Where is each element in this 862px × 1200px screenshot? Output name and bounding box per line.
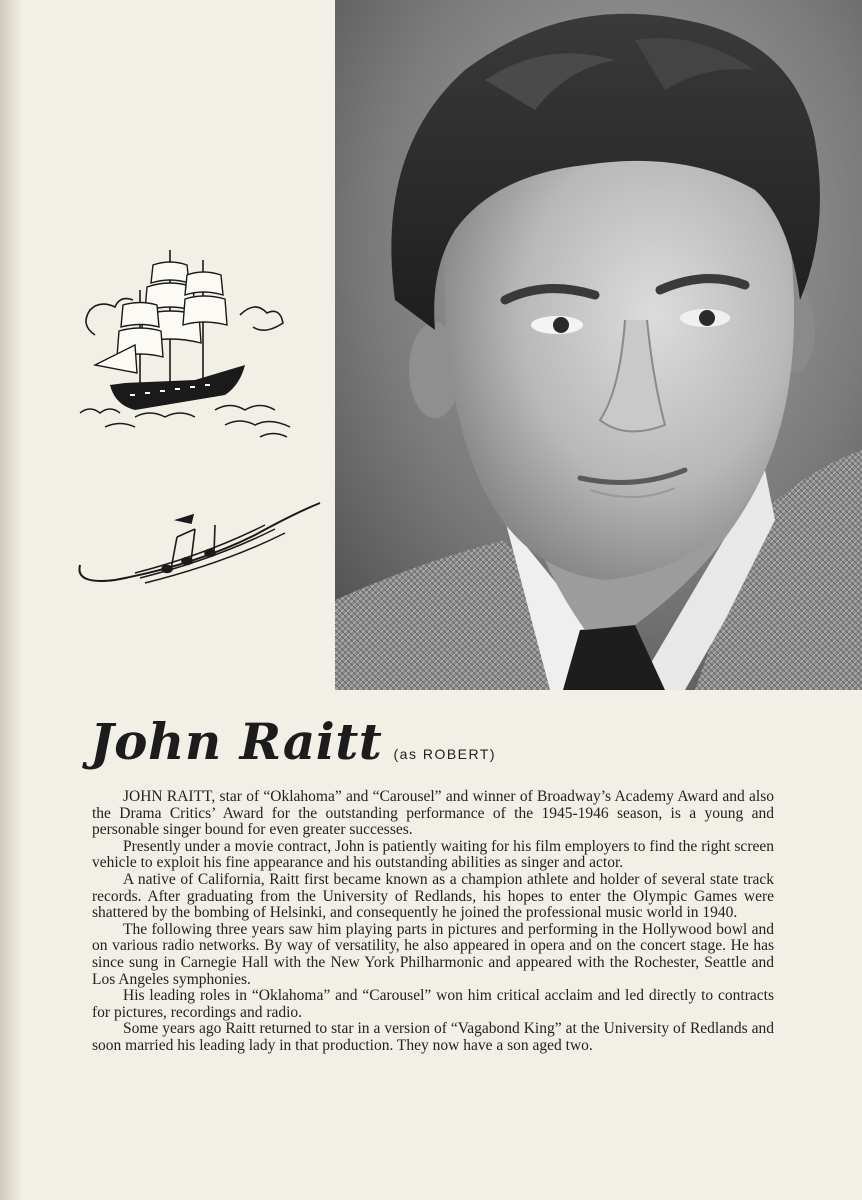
actor-name: John Raitt [90, 712, 383, 771]
bio-paragraph: Some years ago Raitt returned to star in a version of “Vagabond King” at the University of Redlands and soon married his leading lady in that production. They now have a son aged two. [92, 1020, 774, 1054]
biography [92, 789, 774, 1055]
portrait-photo [335, 0, 862, 690]
portrait-photo-icon [335, 0, 862, 690]
sailing-ship-icon [75, 245, 300, 445]
bio-paragraph: JOHN RAITT, star of “Oklahoma” and “Carousel” and winner of Broadway’s Academy Award and also the Drama Critics’ Award for the outstanding performance of the 1945-1946 season, is a young and personable singer bound for even greater successes. [92, 788, 774, 839]
page-edge-shadow [0, 0, 22, 1200]
heading [90, 712, 790, 771]
music-notes-icon [75, 495, 325, 590]
bio-paragraph: A native of California, Raitt first became known as a champion athlete and holder of several state track records. After graduating from the University of Redlands, his hopes to enter the Olympic Games were shattered by the bombing of Helsinki, and consequently he joined the professional music world in 1940. [92, 870, 774, 922]
sailing-ship-illustration [75, 245, 300, 449]
bio-paragraph: His leading roles in “Oklahoma” and “Carousel” won him critical acclaim and led directly to contracts for pictures, recordings and radio. [92, 987, 774, 1021]
bio-paragraph: Presently under a movie contract, John is patiently waiting for his film employers to find the right screen vehicle to exploit his fine appearance and his outstanding abilities as singer and actor. [92, 837, 774, 872]
bio-paragraph: The following three years saw him playing parts in pictures and performing in the Hollywood bowl and on various radio networks. By way of versatility, he also appeared in opera and on the concert stage. He has since sung in Carnegie Hall with the New York Philharmonic and appeared with the Rochester, Seattle and Los Angeles symphonies. [92, 920, 774, 988]
music-notes-flourish [75, 495, 325, 594]
role-label: (as ROBERT) [393, 746, 497, 762]
